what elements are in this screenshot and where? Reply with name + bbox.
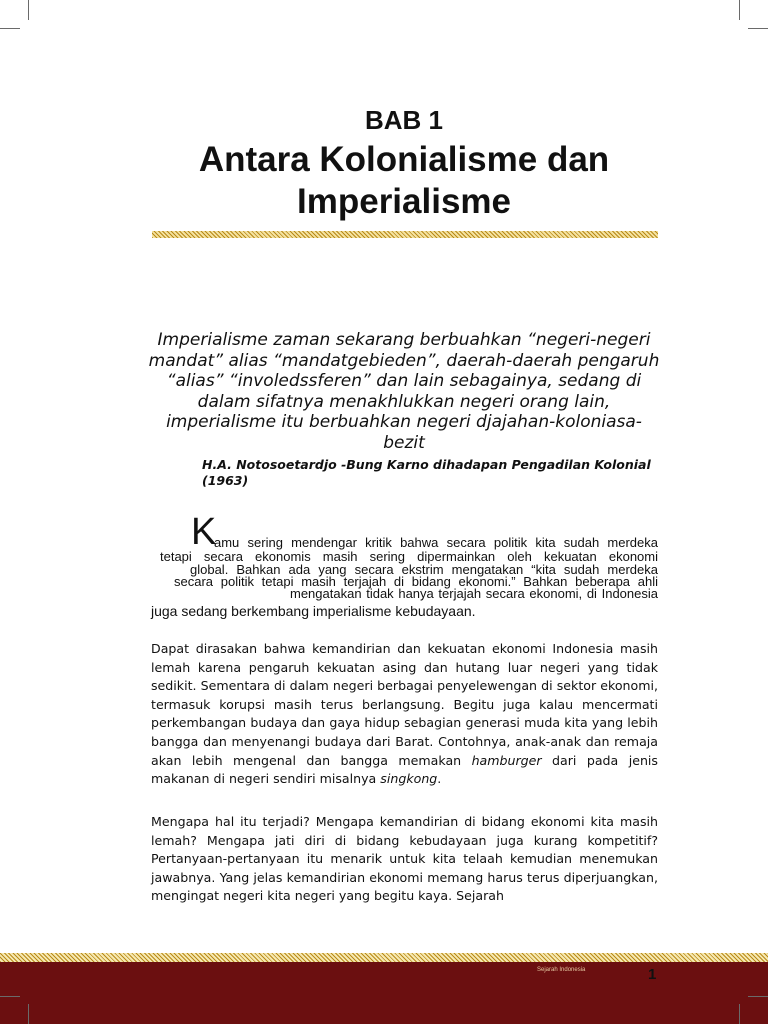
footer-label: Sejarah Indonesia	[537, 967, 586, 973]
paragraph-text: Dapat dirasakan bahwa kemandirian dan kekuatan ekonomi Indonesia masih lemah karena pengaruh kekuatan asing dan hutang luar negeri yang tidak sedikit. Sementara di dalam negeri berbagai penyelewengan di sektor ekonomi, termasuk korupsi masih terus berlangsung. Begitu juga kalau mencermati perkembangan budaya dan gaya hidup sebagian generasi muda kita yang lebih bangga dan menyenangi budaya dari Barat. Contohnya, anak-anak dan remaja akan lebih mengenal dan bangga memakan	[151, 641, 658, 768]
crop-mark	[0, 996, 20, 997]
italic-term: singkong	[380, 771, 438, 787]
page-number: 1	[648, 966, 657, 983]
paragraph-text: dari pada jenis makanan di negeri sendiri misalnya	[151, 752, 658, 787]
crop-mark	[28, 1004, 29, 1024]
chapter-title-line: Antara Kolonialisme dan	[198, 140, 610, 179]
intro-line: tetapi secara ekonomis masih sering dipermainkan oleh kekuatan ekonomi	[160, 549, 658, 564]
italic-term: hamburger	[471, 752, 542, 768]
crop-mark	[28, 0, 29, 20]
intro-line: global. Bahkan ada yang secara ekstrim mengatakan “kita sudah merdeka	[190, 562, 658, 577]
crop-mark	[739, 0, 740, 20]
title-divider	[152, 231, 658, 238]
intro-line: secara politik tetapi masih terjajah di bidang ekonomi.” Bahkan beberapa ahli	[174, 574, 658, 589]
paragraph-text: .	[437, 771, 442, 787]
intro-line: juga sedang berkembang imperialisme kebudayaan.	[151, 603, 476, 619]
chapter-label: BAB 1	[364, 105, 443, 135]
crop-mark	[748, 28, 768, 29]
drop-cap: K	[191, 511, 217, 553]
chapter-heading	[0, 104, 768, 223]
crop-mark	[0, 28, 20, 29]
body-paragraph	[151, 640, 658, 789]
footer-divider	[0, 953, 768, 962]
chapter-title-line: Imperialisme	[297, 182, 511, 221]
chapter-title	[0, 139, 768, 223]
body-paragraph: Mengapa hal itu terjadi? Mengapa kemandirian di bidang ekonomi kita masih lemah? Mengapa jati diri di bidang kebudayaan juga kurang kompetitif? Pertanyaan-pertanyaan itu menarik untuk kita telaah kemudian menemukan jawabnya. Yang jelas kemandirian ekonomi memang harus terus diperjuangkan, mengingat negeri kita negeri yang begitu kaya. Sejarah	[151, 814, 658, 904]
crop-mark	[748, 996, 768, 997]
crop-mark	[739, 1004, 740, 1024]
intro-line: amu sering mendengar kritik bahwa secara politik kita sudah merdeka	[214, 535, 658, 550]
intro-line: mengatakan tidak hanya terjajah secara ekonomi, di Indonesia	[290, 586, 658, 601]
epigraph-source: H.A. Notosoetardjo -Bung Karno dihadapan Pengadilan Kolonial (1963)	[202, 457, 651, 488]
epigraph-quote: Imperialisme zaman sekarang berbuahkan “negeri-negeri mandat” alias “mandatgebieden”, daerah-daerah pengaruh “alias” “involedssferen” dan lain sebagainya, sedang di dalam sifatnya menakhlukkan negeri orang lain, imperialisme itu berbuahkan negeri djajahan-koloniasa-bezit	[148, 330, 660, 453]
